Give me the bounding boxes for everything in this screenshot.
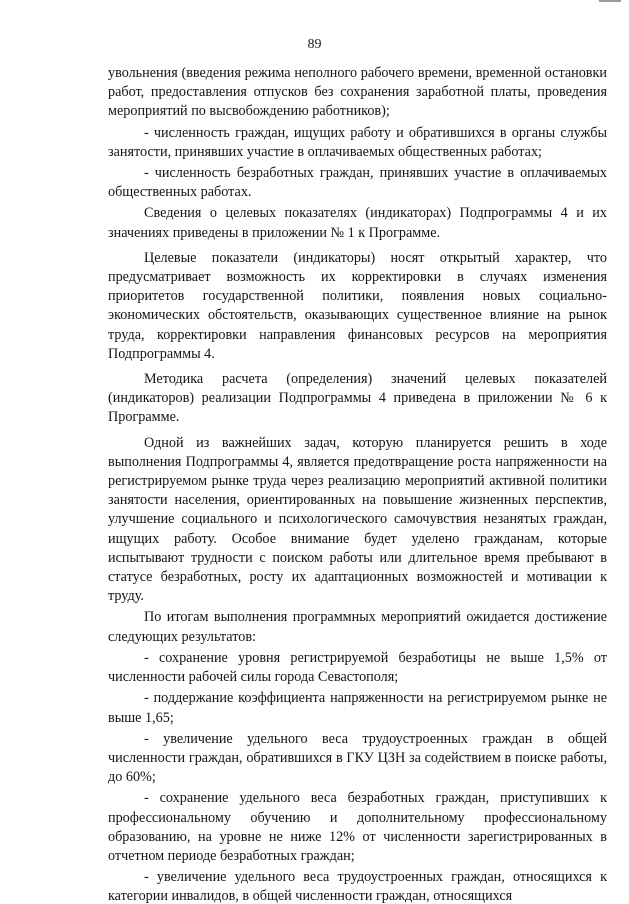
list-item: - увеличение удельного веса трудоустроенных граждан в общей численности граждан, обратившихся в ГКУ ЦЗН за содействием в поиске работы, до 60%; [108,730,607,786]
paragraph: Сведения о целевых показателях (индикаторах) Подпрограммы 4 и их значениях приведены в приложении № 1 к Программе. [108,205,607,241]
document-body [108,64,607,904]
paragraph: Одной из важнейших задач, которую планируется решить в ходе выполнения Подпрограммы 4, является предотвращение роста напряженности на регистрируемом рынке труда через реализацию мероприятий активной политики занятости населения, ориентированных на повышение жизненных перспектив, улучшение социального и психологического самочувствия незанятых граждан, ищущих работу. Особое внимание будет уделено гражданам, которые испытывают трудности с поиском работы или длительное время пребывают в статусе безработных, росту их адаптационных возможностей и мотивации к труду. [108,434,607,605]
page-number: 89 [307,37,322,52]
scan-corner-mark [599,0,621,2]
list-item: - численность безработных граждан, принявших участие в оплачиваемых общественных работах. [108,165,607,201]
list-item: - сохранение уровня регистрируемой безработицы не выше 1,5% от численности рабочей силы города Севастополя; [108,649,607,686]
list-item: - поддержание коэффициента напряженности на регистрируемом рынке не выше 1,65; [108,690,607,726]
paragraph: Методика расчета (определения) значений целевых показателей (индикаторов) реализации Подпрограммы 4 приведена в приложении № 6 к Программе. [108,371,607,426]
paragraph: По итогам выполнения программных мероприятий ожидается достижение следующих результатов: [108,609,607,645]
list-item: - увеличение удельного веса трудоустроенных граждан, относящихся к категории инвалидов, в общей численности граждан, относящихся [108,869,607,904]
paragraph: Целевые показатели (индикаторы) носят открытый характер, что предусматривает возможность их корректировки в случаях изменения приоритетов государственной политики, появления новых социально-экономических обстоятельств, оказывающих существенное влияние на рынок труда, корректировки направления финансовых ресурсов на мероприятия Подпрограммы 4. [108,249,607,362]
paragraph: увольнения (введения режима неполного рабочего времени, временной остановки работ, предоставления отпусков без сохранения заработной платы, проведения мероприятий по высвобождению работников); [108,65,607,120]
list-item: - численность граждан, ищущих работу и обратившихся в органы службы занятости, принявших участие в оплачиваемых общественных работах; [108,124,607,160]
list-item: - сохранение удельного веса безработных граждан, приступивших к профессиональному обучению и дополнительному профессиональному образованию, на уровне не ниже 12% от численности зарегистрированных в отчетном периоде безработных граждан; [108,790,607,864]
